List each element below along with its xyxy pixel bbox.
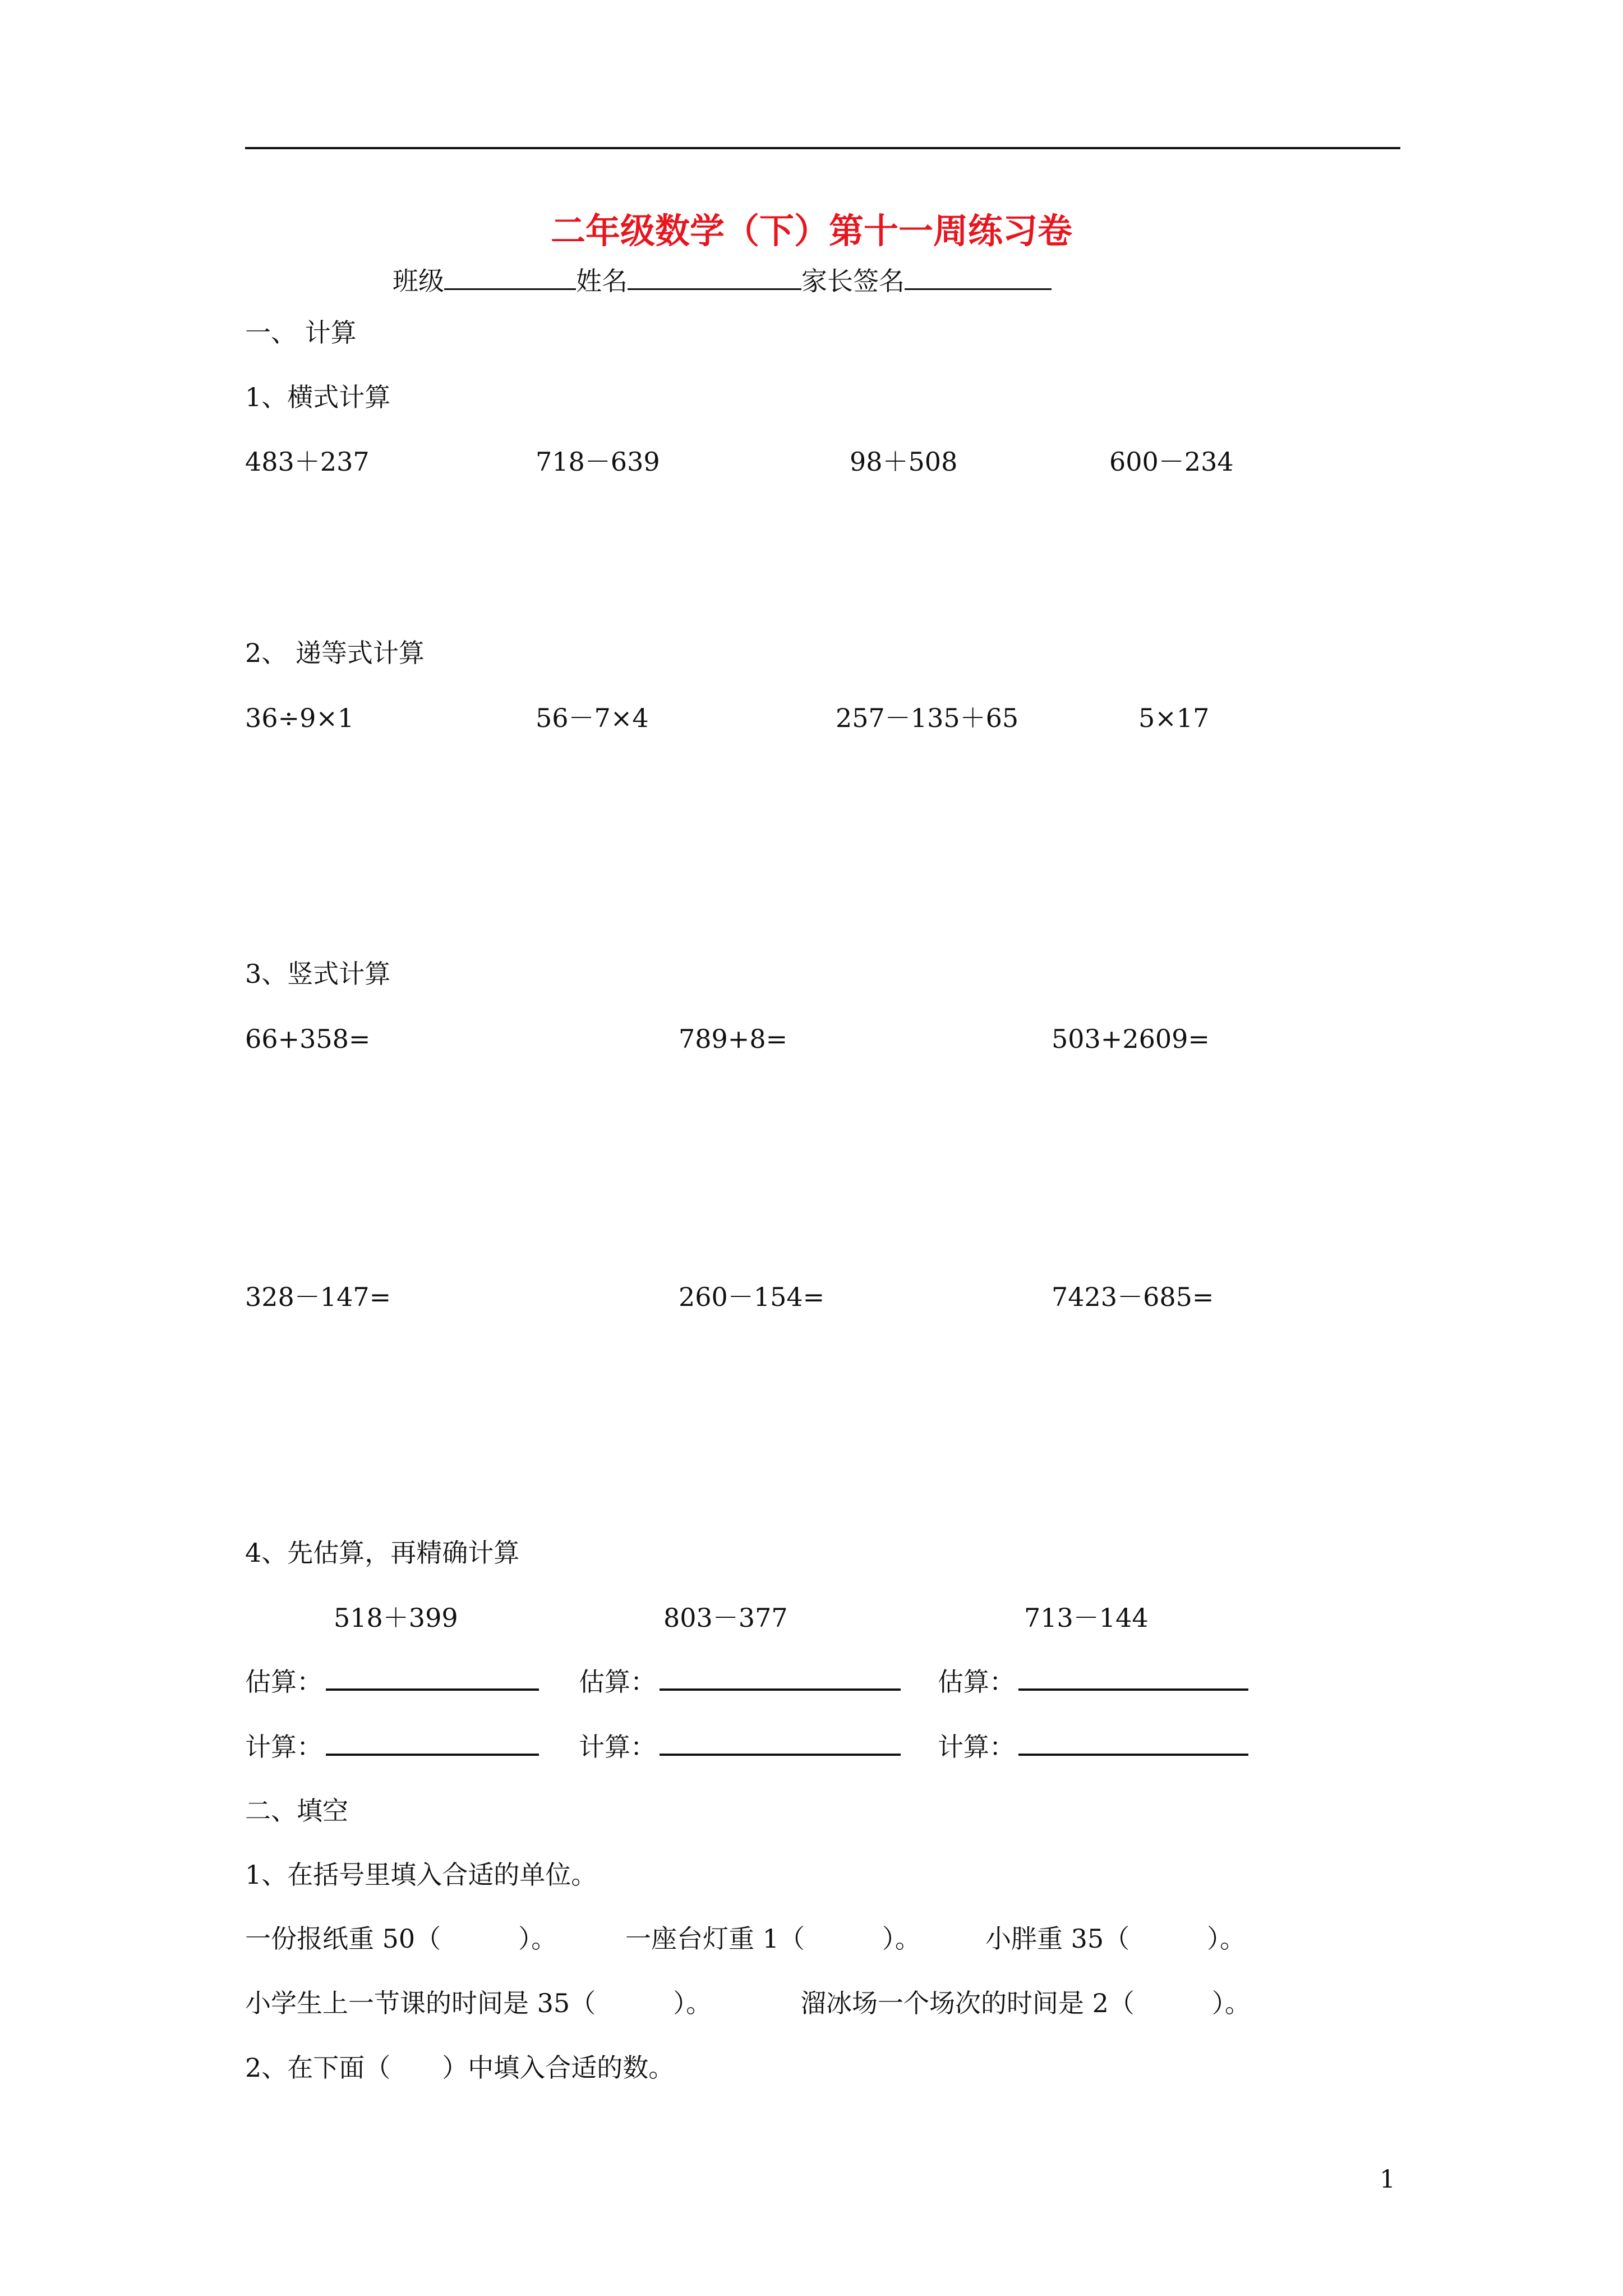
q4-item: 713－144 xyxy=(1024,1603,1149,1633)
section-2-heading: 二、填空 xyxy=(245,1796,348,1826)
compute-blank[interactable] xyxy=(1018,1731,1248,1756)
estimate-blank[interactable] xyxy=(660,1666,901,1691)
fill-q1-label: 1、在括号里填入合适的单位。 xyxy=(245,1860,597,1890)
compute-blank[interactable] xyxy=(660,1731,901,1756)
class-blank[interactable] xyxy=(444,264,576,290)
fill-q2-label: 2、在下面（ ）中填入合适的数。 xyxy=(245,2053,675,2083)
q4-item: 803－377 xyxy=(663,1603,788,1633)
q2-item: 36÷9×1 xyxy=(245,703,354,733)
class-label: 班级 xyxy=(393,266,444,296)
q3-item: 66+358= xyxy=(245,1024,371,1054)
header-rule xyxy=(245,147,1400,149)
q1-label: 1、横式计算 xyxy=(245,382,391,412)
q2-item: 257－135＋65 xyxy=(836,703,1019,733)
parent-signature-label: 家长签名 xyxy=(801,266,905,296)
q1-item: 98＋508 xyxy=(850,447,958,477)
q3-item: 328－147= xyxy=(245,1282,391,1312)
estimate-label: 估算： xyxy=(245,1667,322,1697)
estimate-label: 估算： xyxy=(938,1667,1015,1697)
compute-field xyxy=(245,1731,539,1763)
estimate-field xyxy=(938,1666,1248,1697)
estimate-field xyxy=(245,1666,539,1697)
q3-label: 3、竖式计算 xyxy=(245,959,391,989)
parent-signature-blank[interactable] xyxy=(905,264,1052,290)
fill-q1-item: 小学生上一节课的时间是 35（ ）。 xyxy=(245,1988,712,2018)
q3-item: 789+8= xyxy=(679,1024,788,1054)
q2-label: 2、 递等式计算 xyxy=(245,638,425,668)
compute-label: 计算： xyxy=(938,1732,1015,1762)
fill-q1-item: 溜冰场一个场次的时间是 2（ ）。 xyxy=(800,1988,1251,2018)
q3-item: 503+2609= xyxy=(1052,1024,1210,1054)
page-number: 1 xyxy=(1380,2165,1395,2194)
fill-q1-item: 一份报纸重 50（ ）。 xyxy=(245,1924,557,1954)
fill-q1-item: 小胖重 35（ ）。 xyxy=(985,1924,1246,1954)
compute-field xyxy=(938,1731,1248,1763)
q1-item: 483＋237 xyxy=(245,447,370,477)
q4-label: 4、先估算，再精确计算 xyxy=(245,1538,520,1568)
q3-item: 260－154= xyxy=(679,1282,825,1312)
q2-item: 56－7×4 xyxy=(536,703,649,733)
q1-item: 600－234 xyxy=(1109,447,1234,477)
name-label: 姓名 xyxy=(576,266,628,296)
estimate-field xyxy=(579,1666,901,1697)
q2-item: 5×17 xyxy=(1138,703,1210,733)
compute-blank[interactable] xyxy=(326,1731,539,1756)
estimate-blank[interactable] xyxy=(1018,1666,1248,1691)
name-blank[interactable] xyxy=(628,264,801,290)
compute-label: 计算： xyxy=(245,1732,322,1762)
estimate-label: 估算： xyxy=(579,1667,656,1697)
page-title: 二年级数学（下）第十一周练习卷 xyxy=(550,210,1072,251)
fill-q1-item: 一座台灯重 1（ ）。 xyxy=(625,1924,921,1954)
student-info-line xyxy=(393,264,1052,298)
compute-field xyxy=(579,1731,901,1763)
q4-item: 518＋399 xyxy=(334,1603,458,1633)
compute-label: 计算： xyxy=(579,1732,656,1762)
q1-item: 718－639 xyxy=(536,447,660,477)
q3-item: 7423－685= xyxy=(1052,1282,1214,1312)
section-1-heading: 一、 计算 xyxy=(245,318,357,348)
estimate-blank[interactable] xyxy=(326,1666,539,1691)
